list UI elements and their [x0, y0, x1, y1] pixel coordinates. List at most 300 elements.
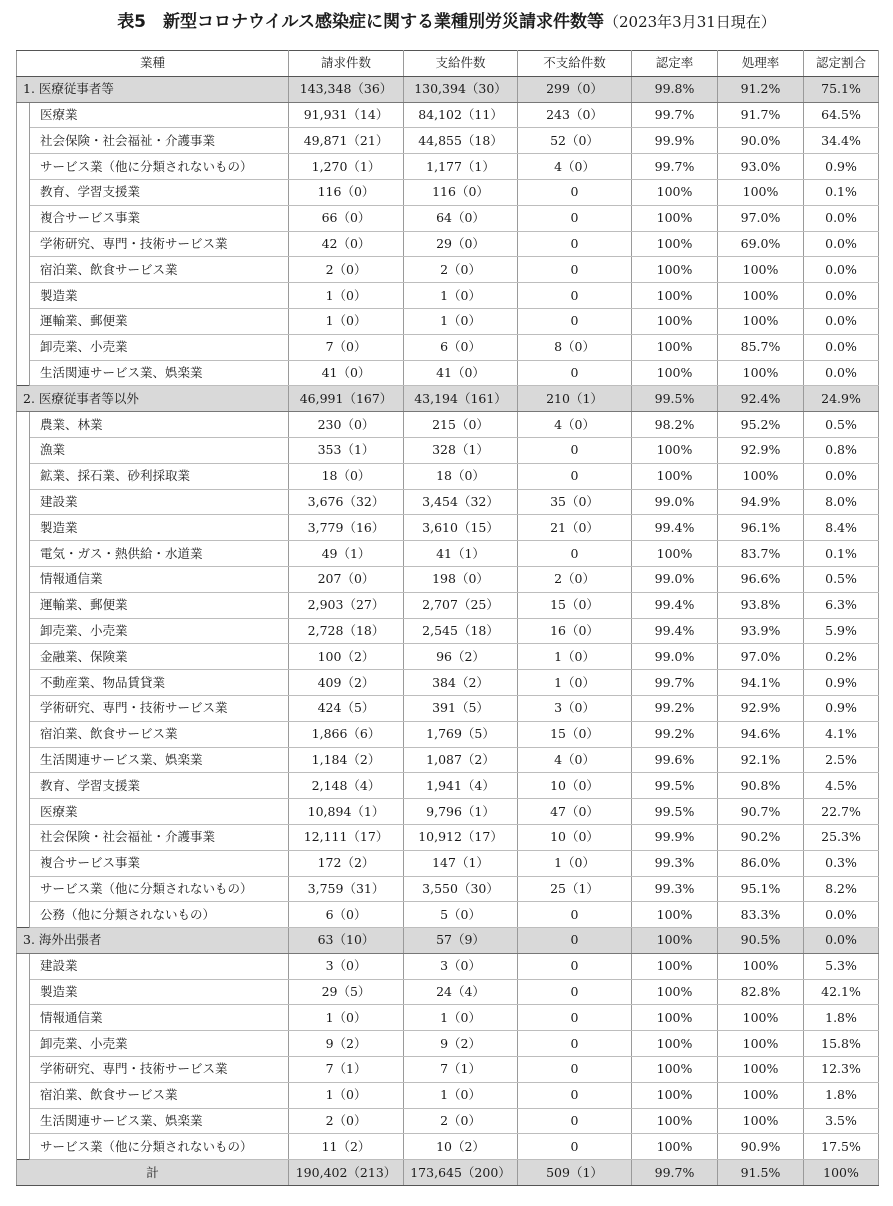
paid-cell: 1（0） [404, 1005, 518, 1031]
approval-rate-cell: 100% [632, 1134, 718, 1160]
approval-rate-cell: 99.0% [632, 644, 718, 670]
table-row [17, 154, 879, 180]
unpaid-cell: 0 [518, 437, 632, 463]
claims-cell: 7（0） [289, 334, 404, 360]
processing-rate-cell: 90.7% [718, 799, 804, 825]
claims-cell: 1,184（2） [289, 747, 404, 773]
claims-cell: 11（2） [289, 1134, 404, 1160]
unpaid-cell: 8（0） [518, 334, 632, 360]
unpaid-cell: 10（0） [518, 824, 632, 850]
approval-share-cell: 0.0% [804, 902, 879, 928]
industry-label: 卸売業、小売業 [30, 334, 289, 360]
claims-cell: 2（0） [289, 257, 404, 283]
table-row [17, 979, 879, 1005]
industry-label: 製造業 [30, 979, 289, 1005]
approval-share-cell: 22.7% [804, 799, 879, 825]
approval-share-cell: 6.3% [804, 592, 879, 618]
table-row [17, 334, 879, 360]
header-claims: 請求件数 [289, 51, 404, 77]
indent-cell [17, 773, 30, 799]
unpaid-cell: 16（0） [518, 618, 632, 644]
paid-cell: 44,855（18） [404, 128, 518, 154]
indent-cell [17, 876, 30, 902]
category-label: 3. 海外出張者 [17, 928, 289, 954]
processing-rate-cell: 96.1% [718, 515, 804, 541]
industry-label: 学術研究、専門・技術サービス業 [30, 231, 289, 257]
table-body [17, 76, 879, 1185]
processing-rate-cell: 90.8% [718, 773, 804, 799]
claims-cell: 116（0） [289, 179, 404, 205]
paid-cell: 96（2） [404, 644, 518, 670]
approval-share-cell: 0.0% [804, 231, 879, 257]
indent-cell [17, 463, 30, 489]
processing-rate-cell: 93.8% [718, 592, 804, 618]
indent-cell [17, 205, 30, 231]
claims-cell: 29（5） [289, 979, 404, 1005]
approval-rate-cell: 99.6% [632, 747, 718, 773]
approval-share-cell: 0.1% [804, 179, 879, 205]
industry-label: 製造業 [30, 283, 289, 309]
table-row [17, 257, 879, 283]
category-claims: 63（10） [289, 928, 404, 954]
unpaid-cell: 0 [518, 541, 632, 567]
industry-label: 建設業 [30, 489, 289, 515]
unpaid-cell: 0 [518, 953, 632, 979]
unpaid-cell: 0 [518, 205, 632, 231]
category-row [17, 928, 879, 954]
industry-label: サービス業（他に分類されないもの） [30, 1134, 289, 1160]
approval-rate-cell: 99.2% [632, 721, 718, 747]
claims-cell: 3（0） [289, 953, 404, 979]
paid-cell: 9,796（1） [404, 799, 518, 825]
table-row [17, 721, 879, 747]
paid-cell: 9（2） [404, 1031, 518, 1057]
claims-cell: 1（0） [289, 283, 404, 309]
claims-cell: 1（0） [289, 1082, 404, 1108]
paid-cell: 1,087（2） [404, 747, 518, 773]
paid-cell: 2（0） [404, 1108, 518, 1134]
processing-rate-cell: 100% [718, 1005, 804, 1031]
table-row [17, 670, 879, 696]
table-row [17, 308, 879, 334]
approval-rate-cell: 100% [632, 283, 718, 309]
category-processing-rate: 90.5% [718, 928, 804, 954]
approval-share-cell: 3.5% [804, 1108, 879, 1134]
claims-cell: 12,111（17） [289, 824, 404, 850]
approval-share-cell: 15.8% [804, 1031, 879, 1057]
approval-share-cell: 5.9% [804, 618, 879, 644]
unpaid-cell: 21（0） [518, 515, 632, 541]
paid-cell: 41（0） [404, 360, 518, 386]
industry-label: 農業、林業 [30, 412, 289, 438]
processing-rate-cell: 100% [718, 463, 804, 489]
claims-cell: 409（2） [289, 670, 404, 696]
unpaid-cell: 0 [518, 902, 632, 928]
approval-share-cell: 4.1% [804, 721, 879, 747]
industry-label: 社会保険・社会福祉・介護事業 [30, 128, 289, 154]
claims-cell: 91,931（14） [289, 102, 404, 128]
claims-table [16, 50, 879, 1186]
category-row [17, 76, 879, 102]
indent-cell [17, 257, 30, 283]
unpaid-cell: 52（0） [518, 128, 632, 154]
category-claims: 46,991（167） [289, 386, 404, 412]
industry-label: 情報通信業 [30, 1005, 289, 1031]
processing-rate-cell: 83.7% [718, 541, 804, 567]
indent-cell [17, 489, 30, 515]
unpaid-cell: 2（0） [518, 566, 632, 592]
claims-cell: 1（0） [289, 308, 404, 334]
category-paid: 43,194（161） [404, 386, 518, 412]
indent-cell [17, 179, 30, 205]
approval-share-cell: 0.9% [804, 670, 879, 696]
approval-rate-cell: 99.3% [632, 850, 718, 876]
claims-cell: 3,779（16） [289, 515, 404, 541]
indent-cell [17, 1082, 30, 1108]
indent-cell [17, 695, 30, 721]
paid-cell: 41（1） [404, 541, 518, 567]
approval-rate-cell: 99.9% [632, 824, 718, 850]
industry-label: 鉱業、採石業、砂利採取業 [30, 463, 289, 489]
unpaid-cell: 0 [518, 463, 632, 489]
industry-label: 医療業 [30, 102, 289, 128]
processing-rate-cell: 95.1% [718, 876, 804, 902]
processing-rate-cell: 90.0% [718, 128, 804, 154]
total-approval-rate: 99.7% [632, 1160, 718, 1186]
indent-cell [17, 824, 30, 850]
processing-rate-cell: 94.1% [718, 670, 804, 696]
category-paid: 130,394（30） [404, 76, 518, 102]
processing-rate-cell: 100% [718, 179, 804, 205]
indent-cell [17, 747, 30, 773]
industry-label: 製造業 [30, 515, 289, 541]
approval-share-cell: 0.0% [804, 308, 879, 334]
table-row [17, 205, 879, 231]
processing-rate-cell: 97.0% [718, 205, 804, 231]
indent-cell [17, 154, 30, 180]
processing-rate-cell: 100% [718, 1108, 804, 1134]
approval-share-cell: 0.0% [804, 334, 879, 360]
unpaid-cell: 0 [518, 1082, 632, 1108]
table-row [17, 1108, 879, 1134]
table-row [17, 179, 879, 205]
paid-cell: 10（2） [404, 1134, 518, 1160]
approval-share-cell: 25.3% [804, 824, 879, 850]
paid-cell: 29（0） [404, 231, 518, 257]
approval-rate-cell: 99.5% [632, 773, 718, 799]
approval-share-cell: 0.0% [804, 205, 879, 231]
processing-rate-cell: 100% [718, 308, 804, 334]
industry-label: 公務（他に分類されないもの） [30, 902, 289, 928]
processing-rate-cell: 69.0% [718, 231, 804, 257]
approval-rate-cell: 100% [632, 979, 718, 1005]
claims-cell: 207（0） [289, 566, 404, 592]
category-unpaid: 210（1） [518, 386, 632, 412]
processing-rate-cell: 100% [718, 1082, 804, 1108]
approval-share-cell: 0.0% [804, 360, 879, 386]
table-row [17, 541, 879, 567]
industry-label: 医療業 [30, 799, 289, 825]
approval-rate-cell: 100% [632, 902, 718, 928]
total-label: 計 [17, 1160, 289, 1186]
indent-cell [17, 566, 30, 592]
industry-label: サービス業（他に分類されないもの） [30, 876, 289, 902]
industry-label: 複合サービス事業 [30, 205, 289, 231]
claims-cell: 172（2） [289, 850, 404, 876]
claims-cell: 2,903（27） [289, 592, 404, 618]
paid-cell: 1（0） [404, 308, 518, 334]
paid-cell: 3,454（32） [404, 489, 518, 515]
table-row [17, 437, 879, 463]
unpaid-cell: 4（0） [518, 412, 632, 438]
approval-share-cell: 0.9% [804, 695, 879, 721]
claims-cell: 66（0） [289, 205, 404, 231]
category-row [17, 386, 879, 412]
table-row [17, 953, 879, 979]
approval-rate-cell: 99.7% [632, 670, 718, 696]
claims-cell: 9（2） [289, 1031, 404, 1057]
claims-cell: 1,866（6） [289, 721, 404, 747]
paid-cell: 391（5） [404, 695, 518, 721]
unpaid-cell: 0 [518, 979, 632, 1005]
claims-cell: 1（0） [289, 1005, 404, 1031]
category-claims: 143,348（36） [289, 76, 404, 102]
unpaid-cell: 3（0） [518, 695, 632, 721]
approval-rate-cell: 100% [632, 437, 718, 463]
approval-rate-cell: 99.9% [632, 128, 718, 154]
processing-rate-cell: 100% [718, 360, 804, 386]
category-approval-rate: 99.8% [632, 76, 718, 102]
paid-cell: 1（0） [404, 283, 518, 309]
approval-rate-cell: 100% [632, 1082, 718, 1108]
paid-cell: 1,941（4） [404, 773, 518, 799]
paid-cell: 3,610（15） [404, 515, 518, 541]
industry-label: サービス業（他に分類されないもの） [30, 154, 289, 180]
category-approval-share: 24.9% [804, 386, 879, 412]
indent-cell [17, 231, 30, 257]
processing-rate-cell: 90.9% [718, 1134, 804, 1160]
paid-cell: 328（1） [404, 437, 518, 463]
paid-cell: 24（4） [404, 979, 518, 1005]
category-approval-share: 75.1% [804, 76, 879, 102]
approval-rate-cell: 100% [632, 179, 718, 205]
header-unpaid: 不支給件数 [518, 51, 632, 77]
category-label: 1. 医療従事者等 [17, 76, 289, 102]
paid-cell: 215（0） [404, 412, 518, 438]
indent-cell [17, 1005, 30, 1031]
paid-cell: 64（0） [404, 205, 518, 231]
paid-cell: 116（0） [404, 179, 518, 205]
approval-rate-cell: 99.3% [632, 876, 718, 902]
unpaid-cell: 0 [518, 1134, 632, 1160]
paid-cell: 10,912（17） [404, 824, 518, 850]
indent-cell [17, 670, 30, 696]
approval-rate-cell: 100% [632, 257, 718, 283]
industry-label: 金融業、保険業 [30, 644, 289, 670]
approval-share-cell: 0.3% [804, 850, 879, 876]
unpaid-cell: 25（1） [518, 876, 632, 902]
approval-share-cell: 0.8% [804, 437, 879, 463]
unpaid-cell: 243（0） [518, 102, 632, 128]
indent-cell [17, 102, 30, 128]
processing-rate-cell: 90.2% [718, 824, 804, 850]
processing-rate-cell: 97.0% [718, 644, 804, 670]
approval-share-cell: 4.5% [804, 773, 879, 799]
paid-cell: 198（0） [404, 566, 518, 592]
approval-rate-cell: 100% [632, 334, 718, 360]
header-paid: 支給件数 [404, 51, 518, 77]
total-claims: 190,402（213） [289, 1160, 404, 1186]
indent-cell [17, 721, 30, 747]
industry-label: 運輸業、郵便業 [30, 592, 289, 618]
unpaid-cell: 4（0） [518, 747, 632, 773]
paid-cell: 1（0） [404, 1082, 518, 1108]
approval-rate-cell: 99.4% [632, 515, 718, 541]
claims-cell: 2（0） [289, 1108, 404, 1134]
processing-rate-cell: 92.9% [718, 437, 804, 463]
approval-share-cell: 8.2% [804, 876, 879, 902]
title-main: 表5 新型コロナウイルス感染症に関する業種別労災請求件数等 [117, 12, 604, 32]
approval-rate-cell: 100% [632, 360, 718, 386]
unpaid-cell: 15（0） [518, 592, 632, 618]
category-unpaid: 299（0） [518, 76, 632, 102]
indent-cell [17, 283, 30, 309]
claims-cell: 230（0） [289, 412, 404, 438]
total-paid: 173,645（200） [404, 1160, 518, 1186]
industry-label: 社会保険・社会福祉・介護事業 [30, 824, 289, 850]
approval-share-cell: 0.9% [804, 154, 879, 180]
industry-label: 生活関連サービス業、娯楽業 [30, 360, 289, 386]
processing-rate-cell: 93.0% [718, 154, 804, 180]
industry-label: 複合サービス事業 [30, 850, 289, 876]
industry-label: 宿泊業、飲食サービス業 [30, 257, 289, 283]
paid-cell: 147（1） [404, 850, 518, 876]
approval-rate-cell: 99.7% [632, 154, 718, 180]
header-approval-rate: 認定率 [632, 51, 718, 77]
industry-label: 情報通信業 [30, 566, 289, 592]
claims-cell: 1,270（1） [289, 154, 404, 180]
indent-cell [17, 592, 30, 618]
claims-cell: 6（0） [289, 902, 404, 928]
indent-cell [17, 1057, 30, 1083]
approval-share-cell: 0.2% [804, 644, 879, 670]
unpaid-cell: 0 [518, 283, 632, 309]
processing-rate-cell: 95.2% [718, 412, 804, 438]
approval-share-cell: 0.5% [804, 566, 879, 592]
table-row [17, 747, 879, 773]
claims-cell: 10,894（1） [289, 799, 404, 825]
table-row [17, 463, 879, 489]
paid-cell: 84,102（11） [404, 102, 518, 128]
unpaid-cell: 47（0） [518, 799, 632, 825]
processing-rate-cell: 100% [718, 283, 804, 309]
indent-cell [17, 412, 30, 438]
approval-rate-cell: 99.4% [632, 592, 718, 618]
paid-cell: 3（0） [404, 953, 518, 979]
indent-cell [17, 1031, 30, 1057]
header-row [17, 51, 879, 77]
unpaid-cell: 0 [518, 231, 632, 257]
indent-cell [17, 515, 30, 541]
approval-share-cell: 12.3% [804, 1057, 879, 1083]
total-processing-rate: 91.5% [718, 1160, 804, 1186]
paid-cell: 1,769（5） [404, 721, 518, 747]
approval-rate-cell: 99.0% [632, 566, 718, 592]
approval-rate-cell: 99.0% [632, 489, 718, 515]
approval-rate-cell: 99.5% [632, 799, 718, 825]
paid-cell: 384（2） [404, 670, 518, 696]
claims-cell: 18（0） [289, 463, 404, 489]
total-approval-share: 100% [804, 1160, 879, 1186]
category-processing-rate: 92.4% [718, 386, 804, 412]
claims-cell: 7（1） [289, 1057, 404, 1083]
industry-label: 電気・ガス・熱供給・水道業 [30, 541, 289, 567]
paid-cell: 3,550（30） [404, 876, 518, 902]
approval-rate-cell: 99.7% [632, 102, 718, 128]
processing-rate-cell: 96.6% [718, 566, 804, 592]
table-row [17, 773, 879, 799]
industry-label: 学術研究、専門・技術サービス業 [30, 695, 289, 721]
paid-cell: 1,177（1） [404, 154, 518, 180]
indent-cell [17, 850, 30, 876]
approval-rate-cell: 100% [632, 953, 718, 979]
indent-cell [17, 979, 30, 1005]
industry-label: 生活関連サービス業、娯楽業 [30, 747, 289, 773]
indent-cell [17, 953, 30, 979]
paid-cell: 2（0） [404, 257, 518, 283]
indent-cell [17, 618, 30, 644]
indent-cell [17, 308, 30, 334]
claims-cell: 49,871（21） [289, 128, 404, 154]
table-row [17, 283, 879, 309]
industry-label: 運輸業、郵便業 [30, 308, 289, 334]
claims-cell: 2,148（4） [289, 773, 404, 799]
approval-rate-cell: 100% [632, 1005, 718, 1031]
approval-share-cell: 0.5% [804, 412, 879, 438]
table-row [17, 360, 879, 386]
approval-rate-cell: 100% [632, 541, 718, 567]
unpaid-cell: 0 [518, 360, 632, 386]
claims-cell: 2,728（18） [289, 618, 404, 644]
industry-label: 卸売業、小売業 [30, 1031, 289, 1057]
table-row [17, 618, 879, 644]
page-title [0, 8, 893, 36]
category-approval-rate: 100% [632, 928, 718, 954]
unpaid-cell: 1（0） [518, 670, 632, 696]
industry-label: 漁業 [30, 437, 289, 463]
industry-label: 生活関連サービス業、娯楽業 [30, 1108, 289, 1134]
table-row [17, 1031, 879, 1057]
table-row [17, 902, 879, 928]
unpaid-cell: 0 [518, 257, 632, 283]
claims-cell: 41（0） [289, 360, 404, 386]
approval-share-cell: 64.5% [804, 102, 879, 128]
category-unpaid: 0 [518, 928, 632, 954]
approval-rate-cell: 100% [632, 1031, 718, 1057]
indent-cell [17, 644, 30, 670]
approval-share-cell: 34.4% [804, 128, 879, 154]
unpaid-cell: 0 [518, 1031, 632, 1057]
indent-cell [17, 1134, 30, 1160]
processing-rate-cell: 100% [718, 953, 804, 979]
processing-rate-cell: 83.3% [718, 902, 804, 928]
processing-rate-cell: 92.9% [718, 695, 804, 721]
indent-cell [17, 360, 30, 386]
unpaid-cell: 35（0） [518, 489, 632, 515]
table-row [17, 644, 879, 670]
table-row [17, 850, 879, 876]
approval-rate-cell: 100% [632, 1057, 718, 1083]
